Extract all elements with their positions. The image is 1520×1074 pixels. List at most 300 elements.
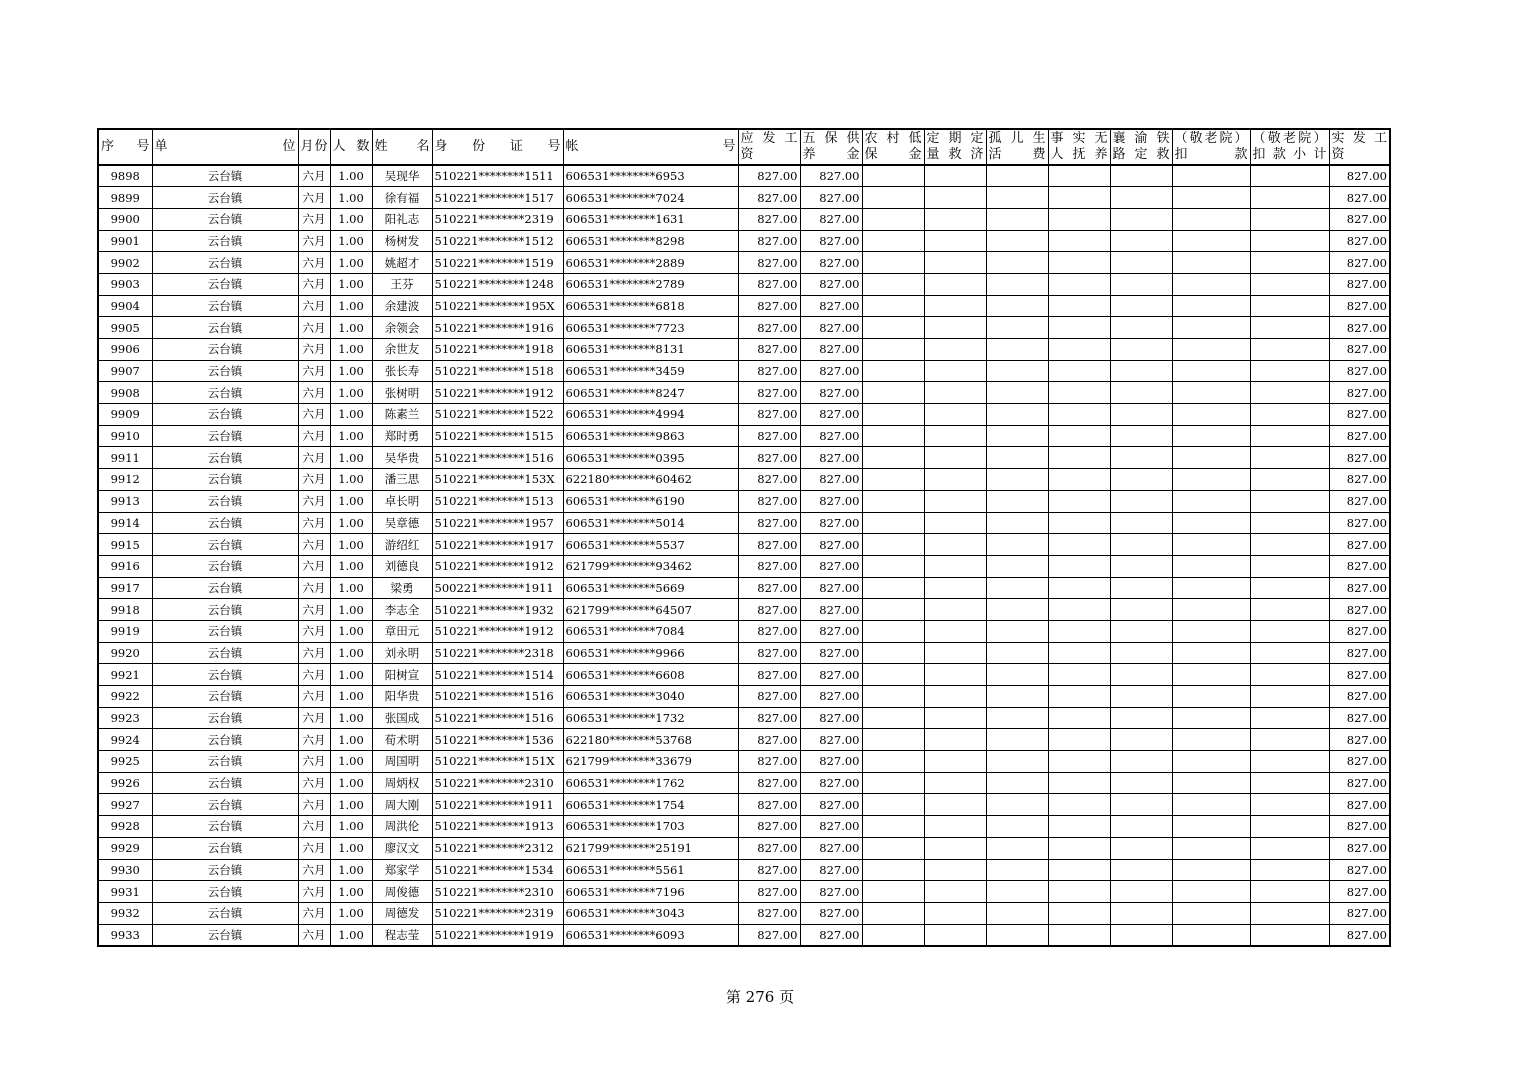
cell-account: 606531********3459 <box>563 360 738 382</box>
cell-wubao: 827.00 <box>800 859 862 881</box>
cell-gross-pay: 827.00 <box>738 490 800 512</box>
cell-railway-relief <box>1110 534 1172 556</box>
cell-net-pay: 827.00 <box>1329 577 1390 599</box>
cell-id-number: 510221********1512 <box>432 230 563 252</box>
cell-gross-pay: 827.00 <box>738 837 800 859</box>
cell-dibao <box>862 252 924 274</box>
cell-gross-pay: 827.00 <box>738 599 800 621</box>
cell-wubao: 827.00 <box>800 555 862 577</box>
cell-month: 六月 <box>298 599 330 621</box>
cell-unit: 云台镇 <box>152 230 298 252</box>
cell-unit: 云台镇 <box>152 512 298 534</box>
cell-id-number: 510221********1517 <box>432 187 563 209</box>
cell-railway-relief <box>1110 902 1172 924</box>
cell-railway-relief <box>1110 252 1172 274</box>
cell-unit: 云台镇 <box>152 881 298 903</box>
cell-deduction-subtotal <box>1250 881 1329 903</box>
cell-deduction <box>1172 642 1250 664</box>
cell-seq: 9925 <box>98 751 152 773</box>
cell-dibao <box>862 577 924 599</box>
cell-seq: 9913 <box>98 490 152 512</box>
cell-account: 606531********2889 <box>563 252 738 274</box>
cell-railway-relief <box>1110 881 1172 903</box>
cell-railway-relief <box>1110 599 1172 621</box>
cell-deduction-subtotal <box>1250 425 1329 447</box>
cell-seq: 9899 <box>98 187 152 209</box>
header-deduction: （敬老院）扣 款 <box>1172 129 1250 165</box>
cell-unsupported <box>1048 664 1110 686</box>
cell-deduction <box>1172 382 1250 404</box>
table-row <box>98 881 1390 903</box>
cell-name: 郑家学 <box>372 859 432 881</box>
cell-name: 廖汉文 <box>372 837 432 859</box>
cell-gross-pay: 827.00 <box>738 816 800 838</box>
cell-wubao: 827.00 <box>800 772 862 794</box>
cell-dibao <box>862 534 924 556</box>
cell-seq: 9932 <box>98 902 152 924</box>
header-gross-pay: 应 发 工 资 <box>738 129 800 165</box>
cell-unit: 云台镇 <box>152 208 298 230</box>
cell-month: 六月 <box>298 339 330 361</box>
cell-unsupported <box>1048 794 1110 816</box>
cell-wubao: 827.00 <box>800 837 862 859</box>
cell-name: 余世友 <box>372 339 432 361</box>
cell-month: 六月 <box>298 208 330 230</box>
cell-dibao <box>862 425 924 447</box>
cell-regular-relief <box>924 599 986 621</box>
cell-account: 606531********1762 <box>563 772 738 794</box>
table-row <box>98 165 1390 187</box>
cell-railway-relief <box>1110 230 1172 252</box>
header-seq: 序 号 <box>98 129 152 165</box>
cell-month: 六月 <box>298 317 330 339</box>
cell-unit: 云台镇 <box>152 707 298 729</box>
cell-dibao <box>862 707 924 729</box>
table-row <box>98 208 1390 230</box>
header-regular-relief: 定 期 定 量 救 济 <box>924 129 986 165</box>
cell-deduction <box>1172 577 1250 599</box>
cell-account: 606531********6093 <box>563 924 738 946</box>
cell-unsupported <box>1048 729 1110 751</box>
cell-unit: 云台镇 <box>152 252 298 274</box>
cell-regular-relief <box>924 751 986 773</box>
cell-month: 六月 <box>298 447 330 469</box>
cell-deduction <box>1172 707 1250 729</box>
cell-railway-relief <box>1110 165 1172 187</box>
cell-count: 1.00 <box>330 599 372 621</box>
cell-id-number: 510221********1248 <box>432 273 563 295</box>
cell-orphan <box>986 230 1048 252</box>
cell-count: 1.00 <box>330 620 372 642</box>
payroll-table <box>97 128 1391 947</box>
cell-wubao: 827.00 <box>800 165 862 187</box>
cell-unit: 云台镇 <box>152 425 298 447</box>
cell-deduction-subtotal <box>1250 707 1329 729</box>
cell-account: 606531********7196 <box>563 881 738 903</box>
cell-seq: 9906 <box>98 339 152 361</box>
cell-orphan <box>986 729 1048 751</box>
cell-unit: 云台镇 <box>152 295 298 317</box>
cell-seq: 9921 <box>98 664 152 686</box>
cell-month: 六月 <box>298 642 330 664</box>
cell-deduction <box>1172 208 1250 230</box>
cell-regular-relief <box>924 252 986 274</box>
cell-regular-relief <box>924 187 986 209</box>
cell-unit: 云台镇 <box>152 534 298 556</box>
cell-orphan <box>986 425 1048 447</box>
cell-month: 六月 <box>298 273 330 295</box>
header-id-number: 身 份 证 号 <box>432 129 563 165</box>
cell-seq: 9904 <box>98 295 152 317</box>
cell-name: 余领会 <box>372 317 432 339</box>
cell-gross-pay: 827.00 <box>738 252 800 274</box>
cell-count: 1.00 <box>330 230 372 252</box>
cell-unsupported <box>1048 295 1110 317</box>
cell-id-number: 510221********1911 <box>432 794 563 816</box>
cell-id-number: 510221********2310 <box>432 772 563 794</box>
cell-count: 1.00 <box>330 642 372 664</box>
page-number: 第 276 页 <box>725 988 795 1006</box>
cell-deduction-subtotal <box>1250 295 1329 317</box>
cell-net-pay: 827.00 <box>1329 902 1390 924</box>
table-row <box>98 252 1390 274</box>
table-row <box>98 512 1390 534</box>
cell-wubao: 827.00 <box>800 447 862 469</box>
cell-seq: 9933 <box>98 924 152 946</box>
cell-unsupported <box>1048 534 1110 556</box>
cell-month: 六月 <box>298 490 330 512</box>
cell-dibao <box>862 751 924 773</box>
cell-deduction-subtotal <box>1250 816 1329 838</box>
cell-month: 六月 <box>298 664 330 686</box>
cell-dibao <box>862 664 924 686</box>
cell-deduction-subtotal <box>1250 751 1329 773</box>
cell-dibao <box>862 404 924 426</box>
cell-unit: 云台镇 <box>152 555 298 577</box>
cell-name: 潘三思 <box>372 469 432 491</box>
cell-deduction <box>1172 686 1250 708</box>
cell-seq: 9918 <box>98 599 152 621</box>
cell-name: 周大刚 <box>372 794 432 816</box>
cell-dibao <box>862 555 924 577</box>
cell-gross-pay: 827.00 <box>738 794 800 816</box>
cell-net-pay: 827.00 <box>1329 642 1390 664</box>
cell-name: 姚超才 <box>372 252 432 274</box>
cell-unit: 云台镇 <box>152 490 298 512</box>
cell-account: 606531********1732 <box>563 707 738 729</box>
cell-id-number: 510221********1919 <box>432 924 563 946</box>
cell-orphan <box>986 252 1048 274</box>
cell-gross-pay: 827.00 <box>738 230 800 252</box>
cell-unsupported <box>1048 208 1110 230</box>
cell-deduction-subtotal <box>1250 512 1329 534</box>
cell-name: 吴章德 <box>372 512 432 534</box>
cell-railway-relief <box>1110 686 1172 708</box>
cell-seq: 9920 <box>98 642 152 664</box>
cell-orphan <box>986 208 1048 230</box>
cell-net-pay: 827.00 <box>1329 404 1390 426</box>
cell-net-pay: 827.00 <box>1329 490 1390 512</box>
cell-regular-relief <box>924 881 986 903</box>
cell-count: 1.00 <box>330 902 372 924</box>
table-row <box>98 794 1390 816</box>
cell-account: 621799********64507 <box>563 599 738 621</box>
cell-dibao <box>862 469 924 491</box>
cell-regular-relief <box>924 902 986 924</box>
cell-seq: 9926 <box>98 772 152 794</box>
cell-id-number: 510221********2319 <box>432 902 563 924</box>
cell-month: 六月 <box>298 729 330 751</box>
cell-wubao: 827.00 <box>800 729 862 751</box>
cell-dibao <box>862 599 924 621</box>
cell-unit: 云台镇 <box>152 642 298 664</box>
cell-deduction <box>1172 772 1250 794</box>
table-row <box>98 425 1390 447</box>
cell-unsupported <box>1048 447 1110 469</box>
cell-net-pay: 827.00 <box>1329 881 1390 903</box>
cell-regular-relief <box>924 729 986 751</box>
cell-id-number: 510221********1513 <box>432 490 563 512</box>
cell-regular-relief <box>924 577 986 599</box>
cell-deduction-subtotal <box>1250 317 1329 339</box>
cell-seq: 9927 <box>98 794 152 816</box>
cell-dibao <box>862 902 924 924</box>
cell-gross-pay: 827.00 <box>738 729 800 751</box>
cell-wubao: 827.00 <box>800 404 862 426</box>
cell-dibao <box>862 924 924 946</box>
cell-month: 六月 <box>298 187 330 209</box>
cell-month: 六月 <box>298 751 330 773</box>
cell-unsupported <box>1048 360 1110 382</box>
cell-deduction-subtotal <box>1250 772 1329 794</box>
cell-count: 1.00 <box>330 490 372 512</box>
header-orphan: 孤 儿 生 活 费 <box>986 129 1048 165</box>
cell-net-pay: 827.00 <box>1329 469 1390 491</box>
cell-deduction <box>1172 360 1250 382</box>
cell-orphan <box>986 816 1048 838</box>
cell-deduction-subtotal <box>1250 555 1329 577</box>
cell-seq: 9924 <box>98 729 152 751</box>
table-row <box>98 751 1390 773</box>
cell-seq: 9919 <box>98 620 152 642</box>
cell-dibao <box>862 360 924 382</box>
cell-gross-pay: 827.00 <box>738 902 800 924</box>
cell-regular-relief <box>924 924 986 946</box>
cell-net-pay: 827.00 <box>1329 707 1390 729</box>
cell-orphan <box>986 469 1048 491</box>
cell-net-pay: 827.00 <box>1329 208 1390 230</box>
cell-name: 游绍红 <box>372 534 432 556</box>
cell-unit: 云台镇 <box>152 382 298 404</box>
cell-account: 606531********7024 <box>563 187 738 209</box>
cell-account: 606531********5561 <box>563 859 738 881</box>
cell-name: 张长寿 <box>372 360 432 382</box>
cell-regular-relief <box>924 794 986 816</box>
table-row <box>98 642 1390 664</box>
cell-name: 李志全 <box>372 599 432 621</box>
cell-month: 六月 <box>298 555 330 577</box>
cell-deduction-subtotal <box>1250 469 1329 491</box>
cell-wubao: 827.00 <box>800 360 862 382</box>
cell-id-number: 510221********1912 <box>432 382 563 404</box>
table-row <box>98 382 1390 404</box>
cell-name: 吴华贵 <box>372 447 432 469</box>
cell-deduction-subtotal <box>1250 924 1329 946</box>
cell-seq: 9923 <box>98 707 152 729</box>
cell-deduction-subtotal <box>1250 490 1329 512</box>
cell-deduction-subtotal <box>1250 447 1329 469</box>
cell-regular-relief <box>924 555 986 577</box>
cell-railway-relief <box>1110 664 1172 686</box>
cell-wubao: 827.00 <box>800 295 862 317</box>
cell-dibao <box>862 165 924 187</box>
table-row <box>98 534 1390 556</box>
cell-orphan <box>986 599 1048 621</box>
cell-count: 1.00 <box>330 187 372 209</box>
table-row <box>98 837 1390 859</box>
cell-deduction <box>1172 512 1250 534</box>
cell-deduction <box>1172 273 1250 295</box>
cell-account: 622180********60462 <box>563 469 738 491</box>
cell-deduction <box>1172 729 1250 751</box>
cell-deduction <box>1172 230 1250 252</box>
cell-month: 六月 <box>298 816 330 838</box>
cell-wubao: 827.00 <box>800 707 862 729</box>
cell-unsupported <box>1048 252 1110 274</box>
cell-id-number: 510221********1516 <box>432 447 563 469</box>
cell-railway-relief <box>1110 447 1172 469</box>
cell-gross-pay: 827.00 <box>738 772 800 794</box>
cell-unsupported <box>1048 859 1110 881</box>
table-row <box>98 295 1390 317</box>
cell-dibao <box>862 837 924 859</box>
cell-net-pay: 827.00 <box>1329 751 1390 773</box>
cell-count: 1.00 <box>330 729 372 751</box>
cell-month: 六月 <box>298 859 330 881</box>
cell-orphan <box>986 490 1048 512</box>
cell-dibao <box>862 273 924 295</box>
cell-net-pay: 827.00 <box>1329 425 1390 447</box>
cell-railway-relief <box>1110 924 1172 946</box>
cell-railway-relief <box>1110 555 1172 577</box>
cell-account: 606531********1754 <box>563 794 738 816</box>
cell-wubao: 827.00 <box>800 642 862 664</box>
cell-account: 606531********3040 <box>563 686 738 708</box>
header-dibao: 农 村 低 保 金 <box>862 129 924 165</box>
cell-count: 1.00 <box>330 664 372 686</box>
cell-wubao: 827.00 <box>800 469 862 491</box>
cell-railway-relief <box>1110 490 1172 512</box>
cell-account: 606531********1703 <box>563 816 738 838</box>
cell-unit: 云台镇 <box>152 816 298 838</box>
cell-deduction-subtotal <box>1250 729 1329 751</box>
cell-regular-relief <box>924 837 986 859</box>
cell-dibao <box>862 208 924 230</box>
table-row <box>98 729 1390 751</box>
cell-count: 1.00 <box>330 751 372 773</box>
cell-orphan <box>986 924 1048 946</box>
table-row <box>98 273 1390 295</box>
cell-deduction <box>1172 881 1250 903</box>
cell-deduction-subtotal <box>1250 404 1329 426</box>
cell-seq: 9912 <box>98 469 152 491</box>
cell-count: 1.00 <box>330 881 372 903</box>
cell-month: 六月 <box>298 382 330 404</box>
header-railway-relief: 襄 渝 铁 路 定 救 <box>1110 129 1172 165</box>
cell-unit: 云台镇 <box>152 686 298 708</box>
cell-unsupported <box>1048 469 1110 491</box>
cell-regular-relief <box>924 230 986 252</box>
table-row <box>98 859 1390 881</box>
cell-dibao <box>862 686 924 708</box>
cell-orphan <box>986 620 1048 642</box>
cell-id-number: 500221********1911 <box>432 577 563 599</box>
cell-account: 622180********53768 <box>563 729 738 751</box>
cell-unsupported <box>1048 230 1110 252</box>
header-deduction-subtotal: （敬老院）扣 款 小 计 <box>1250 129 1329 165</box>
cell-railway-relief <box>1110 794 1172 816</box>
cell-deduction <box>1172 924 1250 946</box>
cell-net-pay: 827.00 <box>1329 273 1390 295</box>
cell-month: 六月 <box>298 165 330 187</box>
cell-railway-relief <box>1110 837 1172 859</box>
cell-regular-relief <box>924 534 986 556</box>
cell-account: 606531********4994 <box>563 404 738 426</box>
cell-railway-relief <box>1110 859 1172 881</box>
cell-net-pay: 827.00 <box>1329 859 1390 881</box>
cell-wubao: 827.00 <box>800 924 862 946</box>
cell-wubao: 827.00 <box>800 425 862 447</box>
cell-id-number: 510221********1957 <box>432 512 563 534</box>
cell-orphan <box>986 339 1048 361</box>
cell-month: 六月 <box>298 404 330 426</box>
cell-dibao <box>862 859 924 881</box>
cell-id-number: 510221********1515 <box>432 425 563 447</box>
cell-net-pay: 827.00 <box>1329 837 1390 859</box>
cell-deduction <box>1172 902 1250 924</box>
cell-count: 1.00 <box>330 837 372 859</box>
cell-net-pay: 827.00 <box>1329 339 1390 361</box>
cell-month: 六月 <box>298 534 330 556</box>
cell-net-pay: 827.00 <box>1329 816 1390 838</box>
cell-orphan <box>986 555 1048 577</box>
cell-unit: 云台镇 <box>152 165 298 187</box>
cell-deduction-subtotal <box>1250 273 1329 295</box>
cell-seq: 9908 <box>98 382 152 404</box>
cell-dibao <box>862 295 924 317</box>
cell-dibao <box>862 881 924 903</box>
cell-unsupported <box>1048 902 1110 924</box>
cell-dibao <box>862 620 924 642</box>
cell-wubao: 827.00 <box>800 252 862 274</box>
cell-regular-relief <box>924 490 986 512</box>
cell-name: 章田元 <box>372 620 432 642</box>
cell-account: 606531********8247 <box>563 382 738 404</box>
cell-wubao: 827.00 <box>800 490 862 512</box>
cell-count: 1.00 <box>330 924 372 946</box>
cell-unsupported <box>1048 339 1110 361</box>
cell-unsupported <box>1048 772 1110 794</box>
cell-regular-relief <box>924 382 986 404</box>
cell-wubao: 827.00 <box>800 599 862 621</box>
cell-month: 六月 <box>298 686 330 708</box>
cell-account: 621799********33679 <box>563 751 738 773</box>
cell-name: 徐有福 <box>372 187 432 209</box>
cell-deduction <box>1172 751 1250 773</box>
cell-orphan <box>986 360 1048 382</box>
cell-id-number: 510221********1536 <box>432 729 563 751</box>
cell-unsupported <box>1048 620 1110 642</box>
